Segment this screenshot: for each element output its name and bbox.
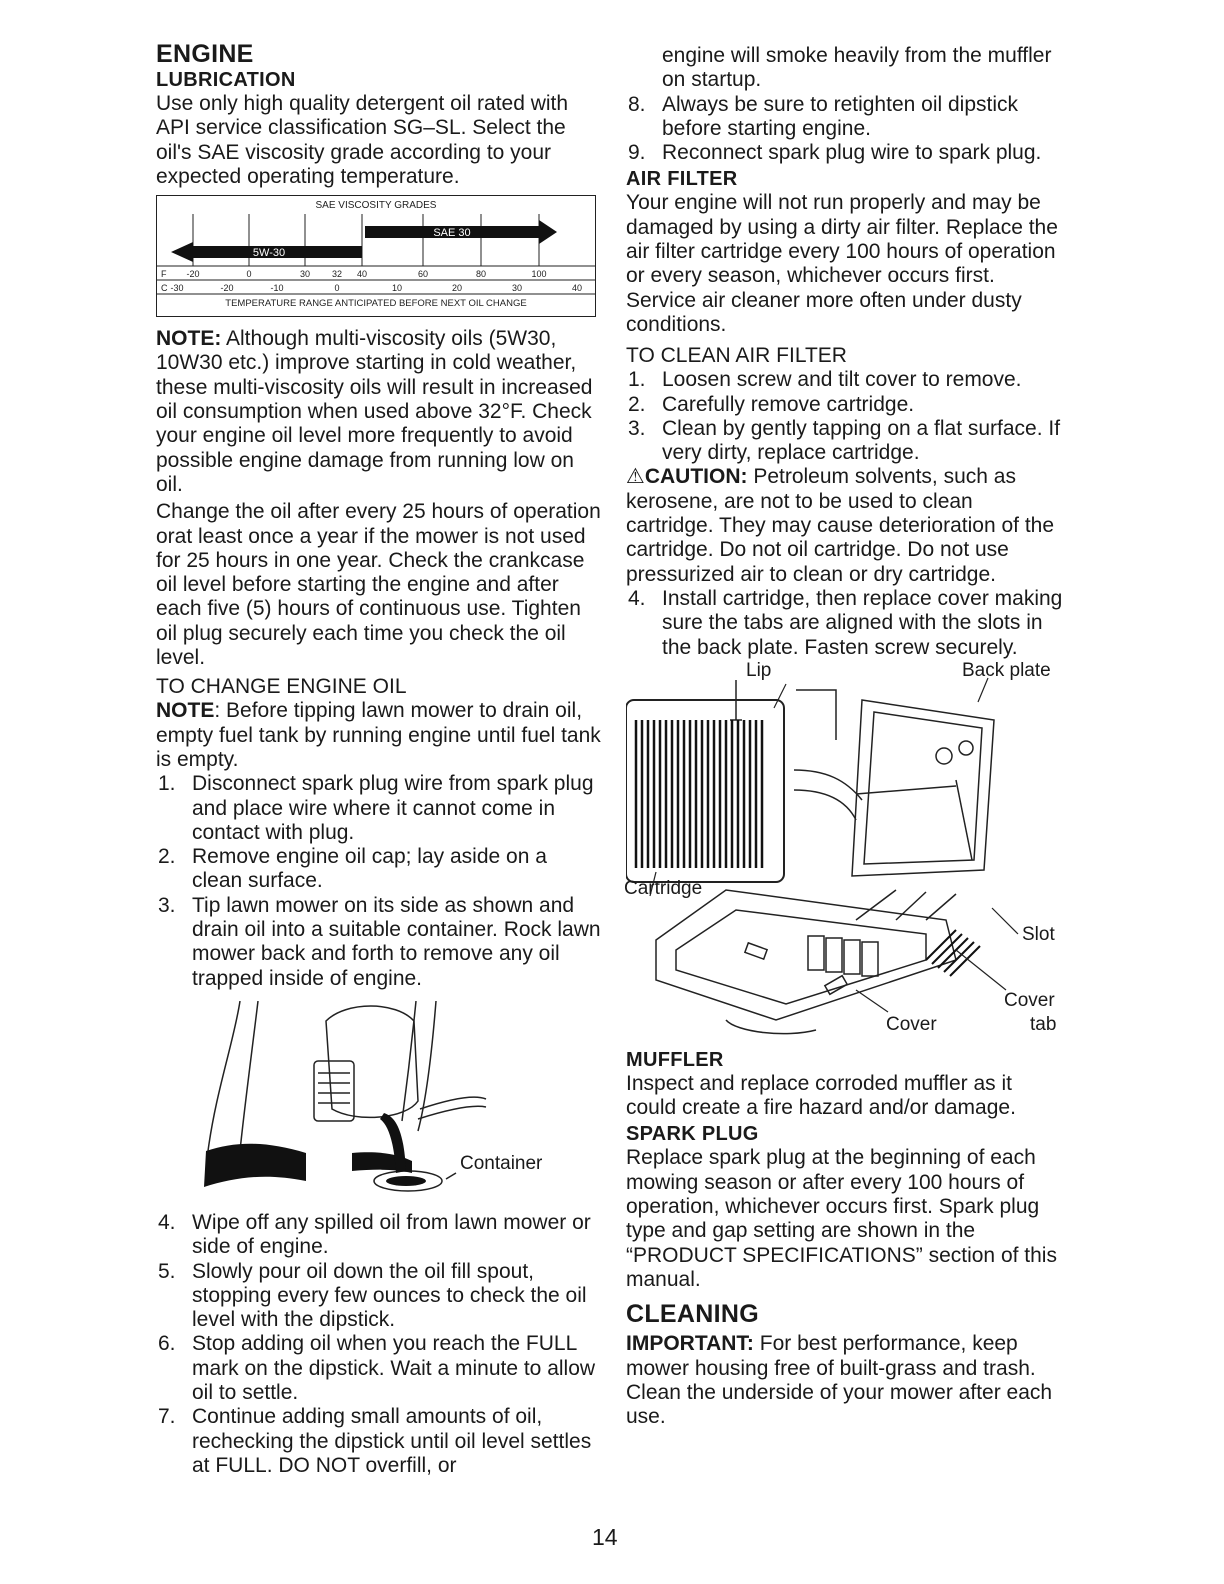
c-tick: 40 [571, 283, 583, 294]
viscosity-chart [156, 195, 596, 317]
page-number: 14 [592, 1524, 618, 1550]
f-tick: -20 [186, 269, 200, 280]
important-text: For best performance, keep mower housing free of built-grass and trash. Clean the underside of your mower after each use. [626, 1332, 1053, 1429]
c-tick: 0 [334, 283, 340, 294]
list-item: 8. Always be sure to retighten oil dipstick before starting engine. [628, 92, 1019, 140]
list-item: 3. Tip lawn mower on its side as shown and drain oil into a suitable container. Rock lawn mower back and forth to remove any oil trapped inside of engine. [158, 893, 601, 990]
continued-step-text: engine will smoke heavily from the muffler on startup. [662, 44, 1052, 92]
label-lip: Lip [746, 659, 772, 681]
air-filter-illustration [626, 660, 1066, 1048]
oil-steps-4-7 [156, 1211, 602, 1478]
heading-to-change-engine-oil: TO CHANGE ENGINE OIL [156, 675, 407, 699]
lubrication-text: Use only high quality detergent oil rated with API service classification SG–SL. Select the oil's SAE viscosity grade according to your expected operating temperature. [156, 92, 569, 188]
f-tick: 30 [299, 269, 311, 280]
heading-muffler: MUFFLER [626, 1048, 724, 1071]
bar-5w30-label: 5W-30 [252, 247, 286, 260]
c-tick: 20 [451, 283, 463, 294]
list-item: 1. Disconnect spark plug wire from spark plug and place wire where it cannot come in contact with plug. [158, 772, 594, 844]
cleaning-text [626, 1332, 1066, 1429]
list-item: 2. Remove engine oil cap; lay aside on a clean surface. [158, 845, 547, 893]
note-label: NOTE [156, 699, 215, 723]
f-tick: 60 [417, 269, 429, 280]
viscosity-chart-graphic [157, 196, 595, 316]
label-back-plate: Back plate [962, 659, 1051, 681]
list-item: 1. Loosen screw and tilt cover to remove. [628, 368, 1022, 392]
chart-caption: TEMPERATURE RANGE ANTICIPATED BEFORE NEXT OIL CHANGE [225, 298, 527, 310]
caution-label: CAUTION: [644, 465, 748, 489]
list-item: 9. Reconnect spark plug wire to spark plug. [628, 141, 1042, 165]
air-filter-text: Your engine will not run properly and may be damaged by using a dirty air filter. Replace the air filter cartridge every 100 hours of operation or every season, whichever occurs first. Service air cleaner more often under dusty conditions. [626, 191, 1058, 336]
heading-cleaning: CLEANING [626, 1300, 759, 1329]
note-text: : Before tipping lawn mower to drain oil, empty fuel tank by running engine until fuel tank is empty. [156, 699, 601, 771]
label-slot: Slot [1022, 923, 1055, 945]
list-item: 4. Wipe off any spilled oil from lawn mower or side of engine. [158, 1210, 591, 1259]
note-text: Although multi-viscosity oils (5W30, 10W30 etc.) improve starting in cold weather, these multi-viscosity oils will result in increased oil consumption when used above 32°F. Check your engine oil level more frequently to avoid possible engine damage from running low on oil. [156, 327, 593, 496]
note-multi-viscosity [156, 327, 602, 497]
label-cover-tab-1: Cover [1004, 989, 1055, 1011]
important-label: IMPORTANT: [626, 1332, 754, 1356]
left-column [156, 40, 602, 1478]
f-axis-label: F [161, 269, 167, 280]
list-item: 3. Clean by gently tapping on a flat surface. If very dirty, replace cartridge. [628, 416, 1061, 465]
label-cartridge: Cartridge [624, 877, 703, 899]
list-item: 4. Install cartridge, then replace cover making sure the tabs are aligned with the slots in the back plate. Fasten screw securely. [628, 586, 1063, 659]
note-before-tipping [156, 699, 602, 772]
f-tick: 100 [531, 269, 547, 280]
oil-steps-1-3 [156, 772, 602, 991]
note-label: NOTE: [156, 327, 222, 351]
chart-title: SAE VISCOSITY GRADES [315, 200, 437, 212]
c-tick: 30 [511, 283, 523, 294]
f-tick: 80 [475, 269, 487, 280]
f-tick: 0 [246, 269, 252, 280]
air-filter-figure [626, 660, 1066, 1048]
heading-air-filter: AIR FILTER [626, 168, 738, 191]
list-item: 6. Stop adding oil when you reach the FULL mark on the dipstick. Wait a minute to allow oil to settle. [158, 1332, 596, 1404]
list-item: 5. Slowly pour oil down the oil fill spout, stopping every few ounces to check the oil level with the dipstick. [158, 1259, 587, 1332]
label-cover: Cover [886, 1013, 937, 1035]
label-container: Container [460, 1152, 543, 1174]
c-tick: 10 [391, 283, 403, 294]
muffler-text: Inspect and replace corroded muffler as it could create a fire hazard and/or damage. [626, 1071, 1016, 1120]
heading-spark-plug: SPARK PLUG [626, 1123, 759, 1146]
c-tick: -10 [270, 283, 284, 294]
section-title-engine: ENGINE [156, 40, 254, 68]
warning-icon: ⚠ [626, 465, 645, 489]
heading-to-clean-air-filter: TO CLEAN AIR FILTER [626, 344, 847, 368]
spark-plug-text: Replace spark plug at the beginning of each mowing season or after every 100 hours of operation, whichever occurs first. Spark plug type and gap setting are shown in the “PRODUCT SPECIFICATIONS” section of this manual. [626, 1146, 1057, 1291]
caution-text: Petroleum solvents, such as kerosene, are not to be used to clean cartridge. They may cause deterioration of the cartridge. Do not oil cartridge. Do not use pressurized air to clean or dry cartridge. [626, 465, 1055, 586]
c-axis-label: C [161, 283, 168, 294]
f-tick: 32 [331, 269, 343, 280]
c-tick: -30 [170, 283, 184, 294]
oil-steps-8-9 [626, 93, 1066, 166]
f-tick: 40 [356, 269, 368, 280]
list-item: 2. Carefully remove cartridge. [628, 392, 915, 416]
label-cover-tab-2: tab [1030, 1013, 1057, 1035]
air-filter-step-4 [626, 587, 1066, 660]
bar-sae30-label: SAE 30 [433, 227, 471, 240]
right-column [626, 44, 1066, 1429]
caution-paragraph [626, 465, 1066, 586]
c-tick: -20 [220, 283, 234, 294]
heading-lubrication: LUBRICATION [156, 69, 296, 91]
change-oil-paragraph: Change the oil after every 25 hours of operation orat least once a year if the mower is not used for 25 hours in one year. Check the crankcase oil level before starting the engine and after each five (5) hours of continuous use. Tighten oil plug securely each time you check the oil level. [156, 500, 601, 670]
drain-oil-figure [156, 1001, 602, 1197]
air-filter-steps-1-3 [626, 368, 1066, 465]
list-item: 7. Continue adding small amounts of oil, rechecking the dipstick until oil level settles at FULL. DO NOT overfill, or [158, 1405, 592, 1477]
